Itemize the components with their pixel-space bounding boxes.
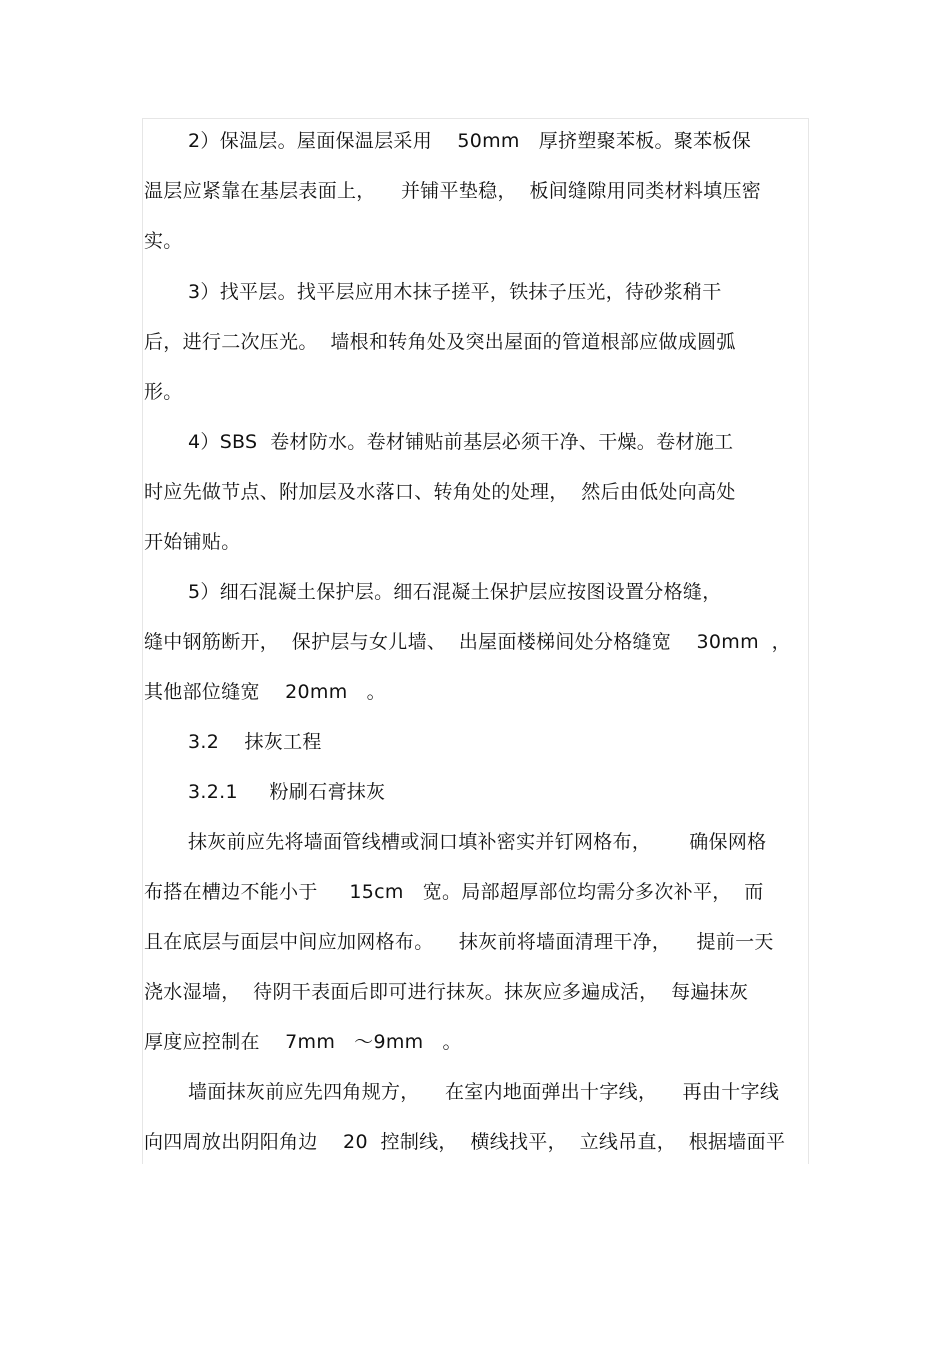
paragraph-line: 后，进行二次压光。 墙根和转角处及突出屋面的管道根部应做成圆弧 xyxy=(144,331,736,353)
paragraph-line: 形。 xyxy=(144,381,183,403)
paragraph-line: 开始铺贴。 xyxy=(144,531,241,553)
paragraph-line: 抹灰前应先将墙面管线槽或洞口填补密实并钉网格布， 确保网格 xyxy=(188,831,767,853)
paragraph-line: 墙面抹灰前应先四角规方， 在室内地面弹出十字线， 再由十字线 xyxy=(188,1081,780,1103)
paragraph-line: 5）细石混凝土保护层。细石混凝土保护层应按图设置分格缝， xyxy=(188,581,722,603)
paragraph-line: 厚度应控制在 7mm ～9mm 。 xyxy=(144,1031,462,1053)
subsection-heading: 3.2.1 粉刷石膏抹灰 xyxy=(188,781,386,803)
paragraph-line: 缝中钢筋断开， 保护层与女儿墙、 出屋面楼梯间处分格缝宽 30mm ， xyxy=(144,631,791,653)
paragraph-line: 4）SBS 卷材防水。卷材铺贴前基层必须干净、干燥。卷材施工 xyxy=(188,431,734,453)
paragraph-line: 向四周放出阴阳角边 20 控制线， 横线找平， 立线吊直， 根据墙面平 xyxy=(144,1131,786,1153)
paragraph-line: 实。 xyxy=(144,230,183,252)
section-heading: 3.2 抹灰工程 xyxy=(188,731,322,753)
paragraph-line: 其他部位缝宽 20mm 。 xyxy=(144,681,386,703)
paragraph-line: 且在底层与面层中间应加网格布。 抹灰前将墙面清理干净， 提前一天 xyxy=(144,931,774,953)
paragraph-line: 3）找平层。找平层应用木抹子搓平，铁抹子压光，待砂浆稍干 xyxy=(188,281,722,303)
paragraph-line: 2）保温层。屋面保温层采用 50mm 厚挤塑聚苯板。聚苯板保 xyxy=(188,130,752,152)
paragraph-line: 时应先做节点、附加层及水落口、转角处的处理， 然后由低处向高处 xyxy=(144,481,736,503)
paragraph-line: 温层应紧靠在基层表面上， 并铺平垫稳， 板间缝隙用同类材料填压密 xyxy=(144,180,762,202)
paragraph-line: 浇水湿墙， 待阴干表面后即可进行抹灰。抹灰应多遍成活， 每遍抹灰 xyxy=(144,981,749,1003)
paragraph-line: 布搭在槽边不能小于 15cm 宽。局部超厚部位均需分多次补平， 而 xyxy=(144,881,764,903)
